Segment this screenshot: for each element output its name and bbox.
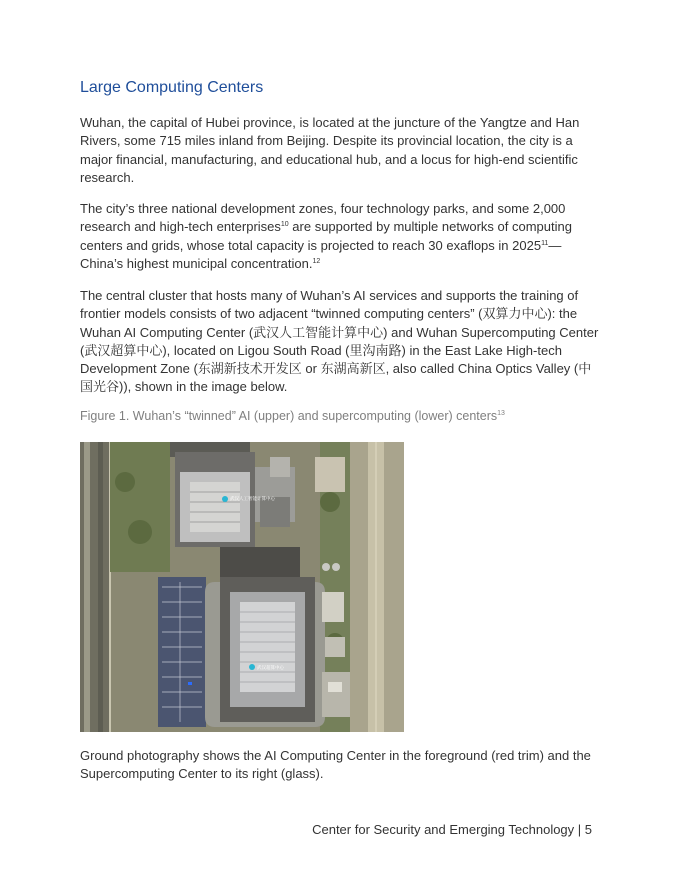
footnote-ref-13[interactable]: 13 (497, 410, 505, 417)
page-footer: Center for Security and Emerging Technology | 5 (312, 822, 592, 837)
upper-map-label: 武汉人工智能计算中心 (230, 497, 275, 502)
figure-caption-text: Figure 1. Wuhan’s “twinned” AI (upper) and supercomputing (lower) centers (80, 409, 498, 423)
satellite-image (80, 442, 404, 732)
footnote-ref-10[interactable]: 10 (280, 221, 289, 229)
section-heading: Large Computing Centers (80, 79, 264, 96)
p2-text-c: —China’s highest municipal concentration. (80, 237, 562, 271)
paragraph-development-zones (80, 200, 602, 273)
figure-caption (80, 409, 600, 423)
paragraph-wuhan-intro: Wuhan, the capital of Hubei province, is located at the juncture of the Yangtze and Han Rivers, some 715 miles inland from Beijing. Despite its provincial location, the city is a major financial, manufacturing, and educational hub, and a locus for high-end scientific research. (80, 115, 580, 185)
footnote-ref-11[interactable]: 11 (541, 239, 549, 247)
paragraph-central-cluster: The central cluster that hosts many of Wuhan’s AI services and supports the training of frontier models consists of two adjacent “twinned computing centers” (双算力中心): the Wuhan AI Computing Center (武汉人工智能计算中心) and Wuhan Supercomputing Center (武汉超算中心), located on Ligou South Road (里沟南路) in the East Lake High-tech Development Zone (东湖新技术开发区 or 东湖高新区, also called China Optics Valley (中国光谷)), shown in the image below. (80, 288, 599, 395)
footnote-ref-12[interactable]: 12 (312, 257, 321, 265)
lower-map-label: 武汉超算中心 (257, 666, 284, 671)
p2-text-a: The city’s three national development zones, four technology parks, and some 2,000 research and high-tech enterprises (80, 201, 566, 235)
p2-text-b: are supported by multiple networks of computing centers and grids, whose total capacity is projected to reach 30 exaflops in 2025 (80, 219, 572, 253)
paragraph-ground-photography: Ground photography shows the AI Computing Center in the foreground (red trim) and the Supercomputing Center to its right (glass). (80, 748, 591, 782)
